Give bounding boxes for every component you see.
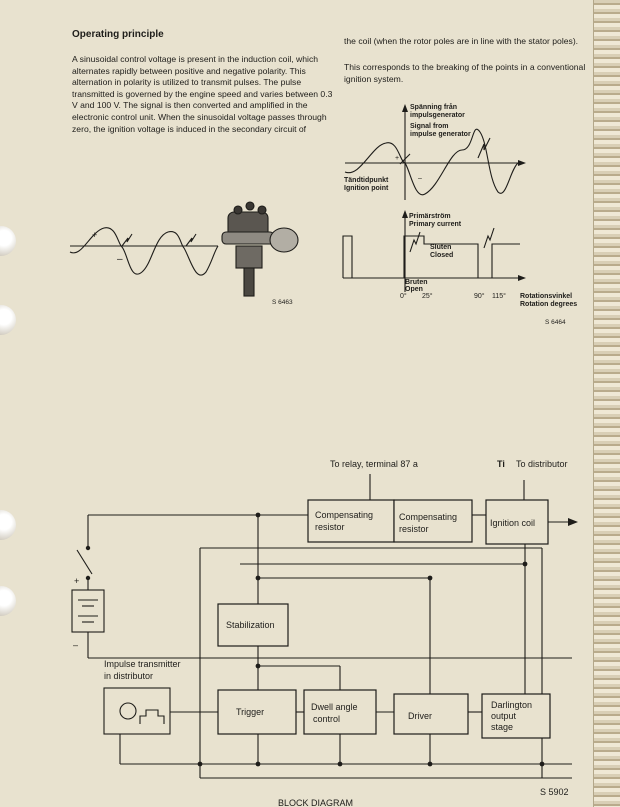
- paragraph-right-2: This corresponds to the breaking of the points in a conventional ignition system.: [344, 62, 586, 84]
- current-spark-1: [410, 232, 420, 252]
- closed-sv: Sluten: [430, 244, 452, 251]
- open-en: Open: [405, 286, 423, 293]
- signal-label-en: Signal from: [410, 123, 449, 130]
- paragraph-left: A sinusoidal control voltage is present in the induction coil, which alternates rapidly between positive and negative polarity. This alternation in polarity is utilized to transmit pulses. The pulse transmitted is governed by the engine speed and varies between 0.3 V and 100 V. The signal is then converted and amplified in the electronic control unit. When the sinusoidal voltage passes through zero, the ignition voltage is induced in the secondary circuit of: [72, 54, 333, 134]
- impulse-label-2: in distributor: [104, 671, 154, 681]
- darlington-line2: output: [491, 711, 517, 721]
- signal-minus: –: [418, 175, 422, 182]
- battery-symbol: [72, 590, 104, 632]
- relay-label: To relay, terminal 87 a: [330, 459, 418, 469]
- trigger-label: Trigger: [236, 707, 265, 717]
- signal-label-sv: Spänning från: [410, 104, 458, 111]
- paragraph-right-1: the coil (when the rotor poles are in line with the stator poles).: [344, 36, 579, 46]
- distributor-label: To distributor: [516, 459, 568, 469]
- signal-plus: +: [395, 155, 400, 162]
- photo-code: S 6463: [272, 299, 293, 306]
- left-minus: –: [117, 254, 123, 265]
- tick-115: 115°: [492, 293, 506, 300]
- current-axis-head: [518, 275, 526, 281]
- left-spark-1: [122, 234, 132, 246]
- driver-label: Driver: [408, 711, 432, 721]
- distributor-illustration: [222, 202, 298, 296]
- dwell-line2: control: [313, 714, 341, 724]
- primary-current-sv: Primärström: [409, 213, 451, 220]
- current-code: S 6464: [545, 319, 566, 326]
- block-diagram-caption: BLOCK DIAGRAM: [278, 798, 354, 807]
- ignition-coil-label: Ignition coil: [490, 518, 536, 528]
- signal-axis-head: [518, 160, 526, 166]
- battery-minus: –: [73, 640, 79, 650]
- comp-resistor-2-line1: Compensating: [399, 512, 458, 522]
- axis-label-sv: Rotationsvinkel: [520, 293, 573, 300]
- primary-current-en: Primary current: [409, 221, 462, 228]
- compensating-resistor-1-box: [308, 500, 394, 542]
- dwell-line1: Dwell angle: [311, 702, 358, 712]
- impulse-label-1: Impulse transmitter: [104, 659, 181, 669]
- battery-plus: +: [74, 576, 80, 586]
- open-sv: Bruten: [405, 279, 428, 286]
- comp-resistor-1-line2: resistor: [315, 522, 345, 532]
- output-arrow-head: [568, 518, 578, 526]
- comp-resistor-2-line2: resistor: [399, 524, 429, 534]
- tick-0: 0°: [400, 293, 407, 300]
- comp-resistor-1-line1: Compensating: [315, 510, 374, 520]
- axis-label-en: Rotation degrees: [520, 301, 578, 308]
- current-arrow-head: [402, 210, 408, 218]
- ti-label: Ti: [497, 459, 505, 469]
- left-plus: +: [92, 230, 98, 240]
- darlington-line1: Darlington: [491, 700, 533, 710]
- left-spark-2: [186, 234, 196, 246]
- block-diagram-code: S 5902: [540, 787, 569, 797]
- darlington-line3: stage: [491, 722, 514, 732]
- section-heading: Operating principle: [72, 29, 164, 40]
- stabilization-label: Stabilization: [226, 620, 275, 630]
- impulse-transmitter-box: [104, 688, 170, 734]
- closed-en: Closed: [430, 252, 454, 259]
- ignition-point-sv: Tändtidpunkt: [344, 177, 389, 184]
- signal-arrow-head: [402, 104, 408, 112]
- signal-label-en-2: impulse generator: [410, 131, 471, 138]
- dwell-box: [304, 690, 376, 734]
- tick-90: 90°: [474, 293, 485, 300]
- tick-25: 25°: [422, 293, 433, 300]
- ignition-point-en: Ignition point: [344, 185, 389, 192]
- signal-label-sv-2: impulsgenerator: [410, 112, 465, 119]
